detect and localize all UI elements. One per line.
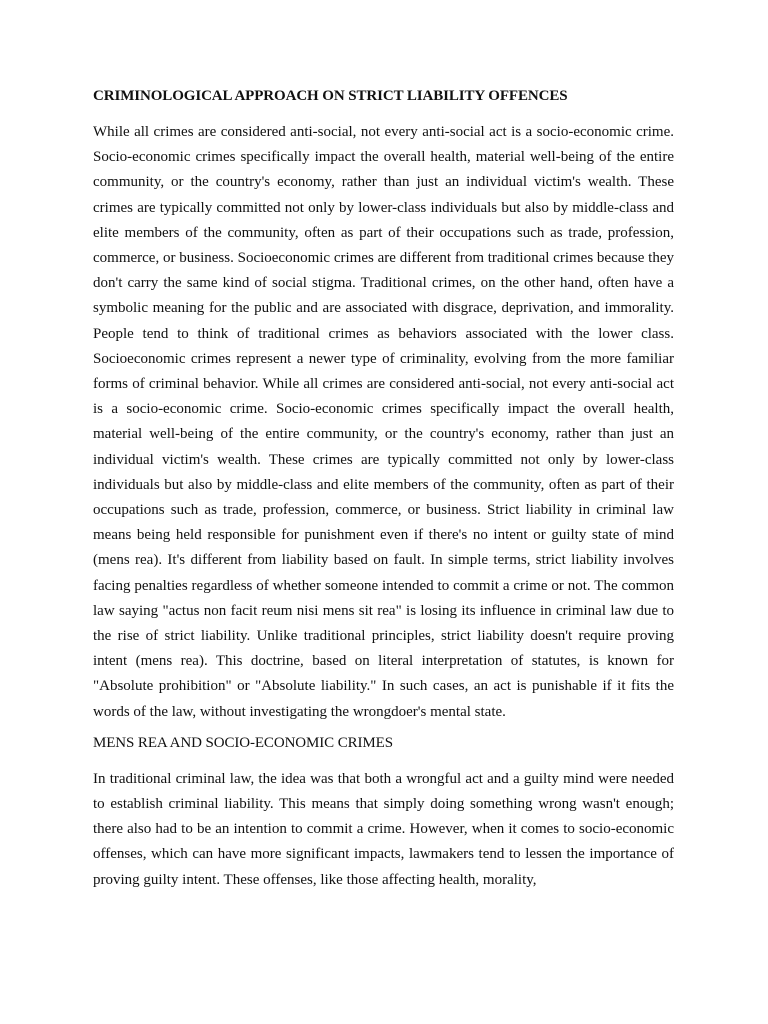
document-title: CRIMINOLOGICAL APPROACH ON STRICT LIABILITY OFFENCES (93, 88, 568, 104)
section-subheading: MENS REA AND SOCIO-ECONOMIC CRIMES (93, 734, 393, 751)
body-paragraph: In traditional criminal law, the idea was that both a wrongful act and a guilty mind were needed to establish criminal liability. This means that simply doing something wrong wasn't enough; there also had to be an intention to commit a crime. However, when it comes to socio-economic offenses, which can have more significant impacts, lawmakers tend to lessen the importance of proving guilty intent. These offenses, like those affecting health, morality, (93, 770, 674, 888)
body-paragraph: While all crimes are considered anti-social, not every anti-social act is a socio-economic crime. Socio-economic crimes specifically impact the overall health, material well-being of the entire community, or the country's economy, rather than just an individual victim's wealth. These crimes are typically committed not only by lower-class individuals but also by middle-class and elite members of the community, often as part of their occupations such as trade, profession, commerce, or business. Socioeconomic crimes are different from traditional crimes because they don't carry the same kind of social stigma. Traditional crimes, on the other hand, often have a symbolic meaning for the public and are associated with disgrace, deprivation, and immorality. People tend to think of traditional crimes as behaviors associated with the lower class. Socioeconomic crimes represent a newer type of criminality, evolving from the more familiar forms of criminal behavior. While all crimes are considered anti-social, not every anti-social act is a socio-economic crime. Socio-economic crimes specifically impact the overall health, material well-being of the entire community, or the country's economy, rather than just an individual victim's wealth. These crimes are typically committed not only by lower-class individuals but also by middle-class and elite members of the community, often as part of their occupations such as trade, profession, commerce, or business. Strict liability in criminal law means being held responsible for punishment even if there's no intent or guilty state of mind (mens rea). It's different from liability based on fault. In simple terms, strict liability involves facing penalties regardless of whether someone intended to commit a crime or not. The common law saying "actus non facit reum nisi mens sit rea" is losing its influence in criminal law due to the rise of strict liability. Unlike traditional principles, strict liability doesn't require proving intent (mens rea). This doctrine, based on literal interpretation of statutes, is known for "Absolute prohibition" or "Absolute liability." In such cases, an act is punishable if it fits the words of the law, without investigating the wrongdoer's mental state. (93, 124, 674, 720)
document-page (93, 86, 674, 893)
